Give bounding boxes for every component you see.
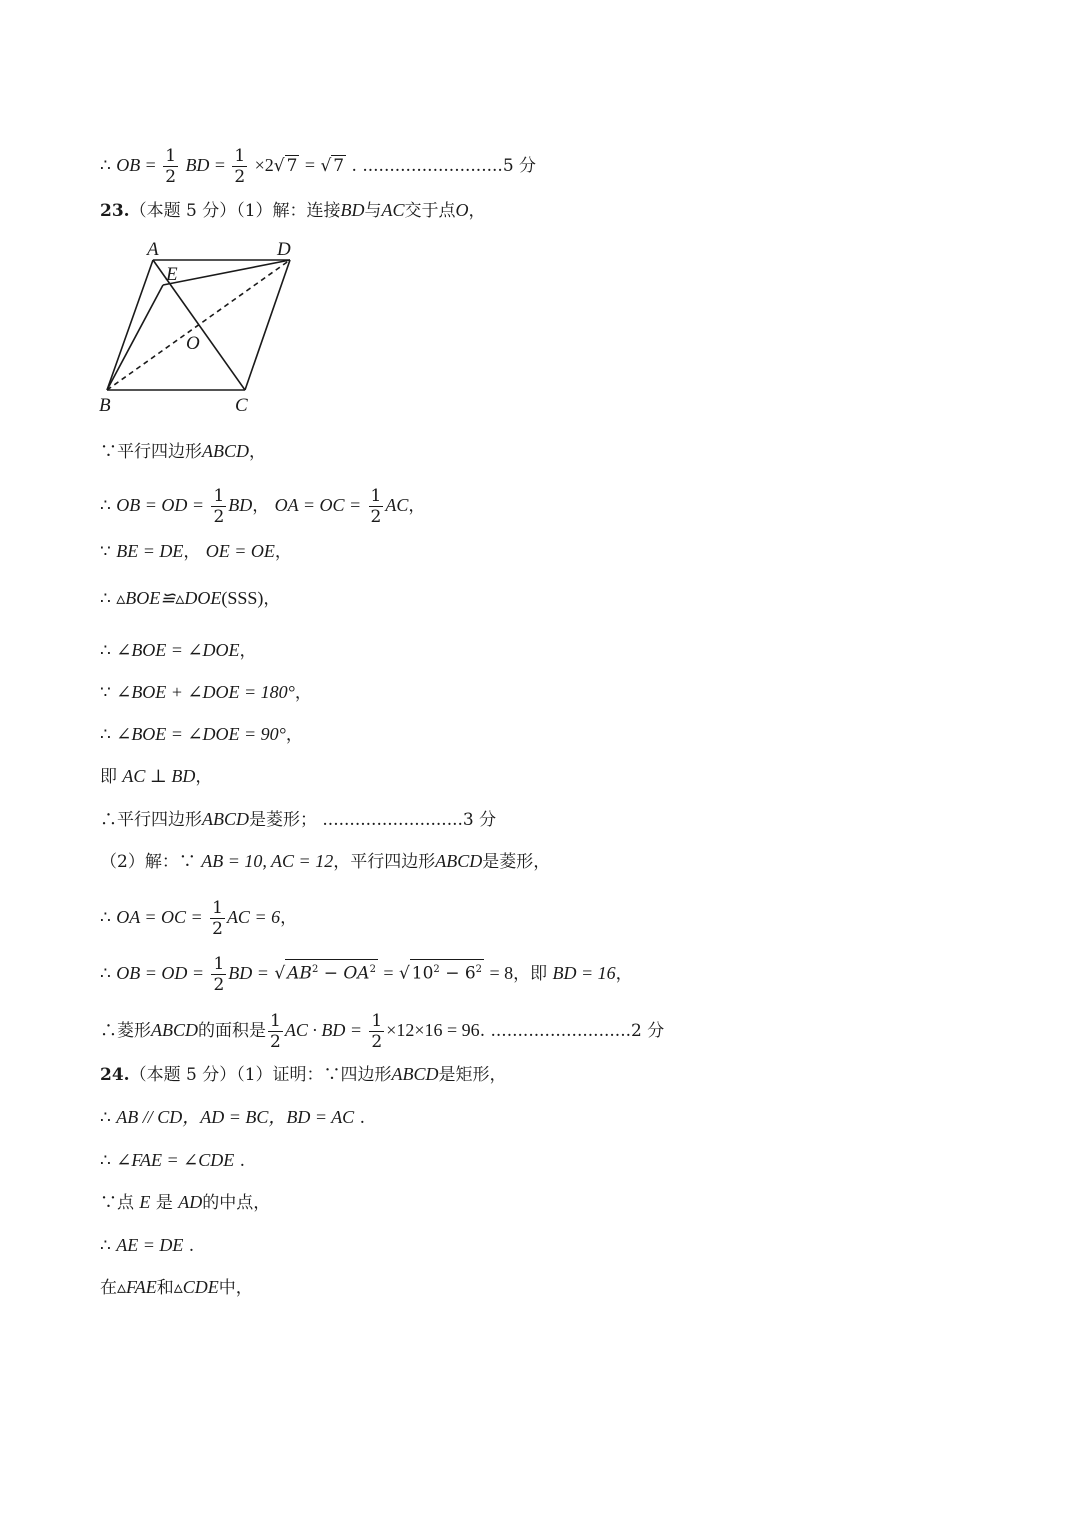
fraction — [369, 486, 384, 527]
proof-text: ∵点 — [100, 1193, 134, 1213]
exponent: 2 — [433, 964, 440, 976]
solution-line — [100, 1011, 664, 1052]
math-term: ▵CDE — [173, 1277, 219, 1297]
math-term: OB = OD = — [116, 963, 205, 983]
question-text: 交于点 — [404, 201, 456, 221]
math-term: BD — [228, 495, 253, 515]
therefore-symbol: ∴ — [100, 1151, 111, 1171]
fraction — [232, 146, 247, 187]
exponent: 2 — [311, 964, 319, 976]
therefore-symbol: ∴ — [100, 496, 111, 516]
math-operator: = — [383, 963, 394, 983]
math-term: ▵BOE≌▵DOE — [116, 588, 222, 608]
fraction — [163, 146, 178, 187]
math-operator: = — [214, 155, 225, 175]
math-term: AB — [287, 964, 312, 984]
proof-text: ∴平行四边形 — [100, 810, 202, 830]
punctuation: ， — [249, 442, 266, 462]
question-number: 24. — [100, 1065, 130, 1085]
proof-text: 在 — [100, 1278, 117, 1298]
math-term: OA — [343, 964, 370, 984]
therefore-symbol: ∴ — [100, 1236, 111, 1256]
math-term: OB — [116, 155, 141, 175]
math-operator: − — [318, 964, 344, 984]
therefore-symbol: ∴ — [100, 156, 111, 176]
proof-text: ，即 — [513, 964, 548, 984]
math-term: BD — [340, 200, 365, 220]
therefore-symbol: ∴ — [100, 641, 111, 661]
therefore-symbol: ∴ — [100, 908, 111, 928]
punctuation: ， — [274, 542, 292, 562]
punctuation: ， — [183, 542, 201, 562]
square-root: √ 7 — [273, 156, 298, 176]
vertex-label-d: D — [277, 239, 291, 260]
math-term: BD = — [228, 963, 269, 983]
solution-line — [100, 586, 280, 611]
square-root: √ $10^2 - 6^2$ — [399, 959, 484, 986]
vertex-label-b: B — [99, 395, 111, 416]
fraction-denominator: 2 — [212, 919, 223, 939]
math-term: BD — [185, 155, 210, 175]
punctuation: ， — [195, 767, 213, 787]
punctuation: . — [188, 1236, 195, 1256]
square-root: √ 7 — [320, 156, 345, 176]
fraction-denominator: 2 — [370, 507, 382, 527]
solution-line — [100, 722, 303, 747]
point-label-o: O — [186, 333, 200, 354]
parallelogram-diagram — [95, 238, 310, 418]
solution-line — [100, 486, 425, 527]
math-term: ABCD — [435, 851, 483, 871]
question-text: 与 — [364, 201, 382, 221]
solution-line — [100, 764, 212, 789]
radicand: 7 — [286, 156, 298, 176]
punctuation: ， — [263, 589, 281, 609]
math-term: O — [455, 200, 469, 220]
fraction-denominator: 2 — [165, 167, 177, 187]
because-symbol: ∵ — [100, 683, 111, 703]
fraction — [210, 898, 225, 939]
math-term: ABCD — [202, 441, 249, 461]
radicand: 7 — [333, 156, 345, 176]
segment-ed — [163, 260, 290, 285]
proof-text: 是菱形， — [482, 852, 551, 872]
question-24-heading — [100, 1062, 507, 1087]
fraction-numerator: 1 — [213, 486, 225, 506]
proof-text: （2）解：∵ — [100, 852, 196, 872]
math-term: ▵FAE — [117, 1277, 157, 1297]
math-term: AC — [381, 200, 405, 220]
segment-be — [107, 285, 163, 390]
math-term: ABCD — [151, 1020, 198, 1040]
fraction — [268, 1011, 283, 1052]
math-term: AB = 10, AC = 12 — [201, 851, 334, 871]
math-term: AE = DE — [116, 1235, 184, 1255]
score-marker: ..........................3 分 — [322, 810, 497, 830]
therefore-symbol: ∴ — [100, 589, 111, 609]
solution-line — [100, 1275, 253, 1300]
fraction-numerator: 1 — [371, 1011, 383, 1031]
segment-bd-dashed — [107, 260, 290, 390]
fraction-numerator: 1 — [270, 1011, 281, 1031]
math-term: 10 — [411, 964, 434, 984]
math-term: ×2 — [254, 155, 274, 175]
solution-line — [100, 849, 550, 874]
math-term: ×12×16 = 96 — [386, 1020, 480, 1040]
therefore-symbol: ∴ — [100, 1108, 111, 1128]
punctuation: . — [359, 1108, 366, 1128]
fraction — [211, 954, 226, 995]
fraction — [369, 1011, 384, 1052]
math-term: AC = 6 — [226, 907, 281, 927]
math-term: OE = OE — [205, 541, 275, 561]
fraction-denominator: 2 — [270, 1032, 281, 1052]
fraction-denominator: 2 — [371, 1032, 383, 1052]
proof-text: 中， — [218, 1278, 253, 1298]
math-term: AC ⊥ BD — [122, 766, 196, 786]
math-term: − 6 — [439, 964, 476, 984]
solution-line — [100, 638, 257, 663]
score-marker: ..........................5 分 — [362, 156, 537, 176]
math-term: OB = OD = — [116, 495, 205, 515]
question-text: （本题 5 分）（1）解：连接 — [129, 201, 341, 221]
punctuation: ， — [285, 725, 303, 745]
proof-text: ∵平行四边形 — [100, 442, 202, 462]
math-term: AB // CD，AD = BC，BD = AC — [116, 1107, 355, 1127]
solution-line — [100, 1190, 270, 1215]
proof-text: ，平行四边形 — [333, 852, 436, 872]
math-term: AC · BD = — [284, 1020, 362, 1040]
proof-text: 的中点， — [202, 1193, 271, 1213]
punctuation: . — [351, 156, 357, 176]
segment-ab — [107, 260, 153, 390]
math-term: AC — [385, 495, 409, 515]
exponent: 2 — [369, 964, 376, 976]
math-term: OA = OC = — [116, 907, 203, 927]
square-root: √ $AB^2 - OA^2$ — [274, 959, 378, 986]
proof-text: ∴菱形 — [100, 1021, 151, 1041]
vertex-label-c: C — [235, 395, 248, 416]
proof-text: 是 — [155, 1193, 173, 1213]
vertex-label-a: A — [147, 239, 159, 260]
punctuation: ， — [252, 496, 270, 516]
fraction-numerator: 1 — [370, 486, 382, 506]
solution-line — [100, 807, 496, 832]
punctuation: ， — [294, 683, 312, 703]
point-label-e: E — [166, 264, 178, 285]
fraction-numerator: 1 — [165, 146, 177, 166]
proof-text: 和 — [156, 1278, 174, 1298]
math-term: ∠FAE = ∠CDE — [116, 1150, 235, 1170]
solution-line — [100, 680, 312, 705]
question-number: 23. — [100, 201, 130, 221]
punctuation: ， — [239, 641, 257, 661]
proof-text: 的面积是 — [198, 1021, 266, 1041]
punctuation: ， — [468, 201, 486, 221]
radicand — [410, 959, 484, 984]
math-term: E — [139, 1192, 151, 1212]
proof-text: 即 — [100, 767, 117, 787]
solution-line — [100, 439, 266, 464]
solution-line — [100, 898, 297, 939]
solution-line — [100, 1233, 194, 1258]
math-term: (SSS) — [221, 588, 264, 608]
math-term: ABCD — [391, 1064, 439, 1084]
fraction-numerator: 1 — [212, 898, 223, 918]
therefore-symbol: ∴ — [100, 964, 111, 984]
math-term: ∠BOE = ∠DOE = 90° — [116, 724, 286, 744]
punctuation: ， — [280, 908, 298, 928]
score-marker: ..........................2 分 — [490, 1021, 665, 1041]
solution-line — [100, 1105, 365, 1130]
question-text: （本题 5 分）（1）证明：∵四边形 — [129, 1065, 392, 1085]
because-symbol: ∵ — [100, 542, 111, 562]
math-term: AD — [178, 1192, 203, 1212]
math-term: ∠BOE + ∠DOE = 180° — [116, 682, 295, 702]
proof-text: 是菱形； — [249, 810, 317, 830]
math-term: BE = DE — [116, 541, 184, 561]
solution-line — [100, 954, 633, 995]
solution-line — [100, 1148, 245, 1173]
exponent: 2 — [475, 964, 483, 976]
fraction-denominator: 2 — [213, 507, 225, 527]
question-text: 是矩形， — [438, 1065, 507, 1085]
fraction — [211, 486, 226, 527]
math-term: OA = OC = — [274, 495, 362, 515]
segment-cd — [245, 260, 290, 390]
fraction-denominator: 2 — [234, 167, 246, 187]
math-operator: = — [145, 155, 156, 175]
math-operator: = — [304, 155, 316, 175]
fraction-denominator: 2 — [213, 975, 225, 995]
punctuation: ， — [615, 964, 633, 984]
solution-line — [100, 539, 292, 564]
punctuation: . — [479, 1021, 486, 1041]
radicand — [285, 959, 378, 984]
therefore-symbol: ∴ — [100, 725, 111, 745]
fraction-numerator: 1 — [213, 954, 225, 974]
punctuation: . — [239, 1151, 246, 1171]
punctuation: ， — [408, 496, 426, 516]
math-term: ABCD — [202, 809, 249, 829]
fraction-numerator: 1 — [234, 146, 246, 166]
math-term: = 8 — [489, 963, 514, 983]
question-23-heading — [100, 198, 486, 223]
solution-line — [100, 146, 536, 187]
math-term: BD = 16 — [552, 963, 616, 983]
math-term: ∠BOE = ∠DOE — [116, 640, 240, 660]
